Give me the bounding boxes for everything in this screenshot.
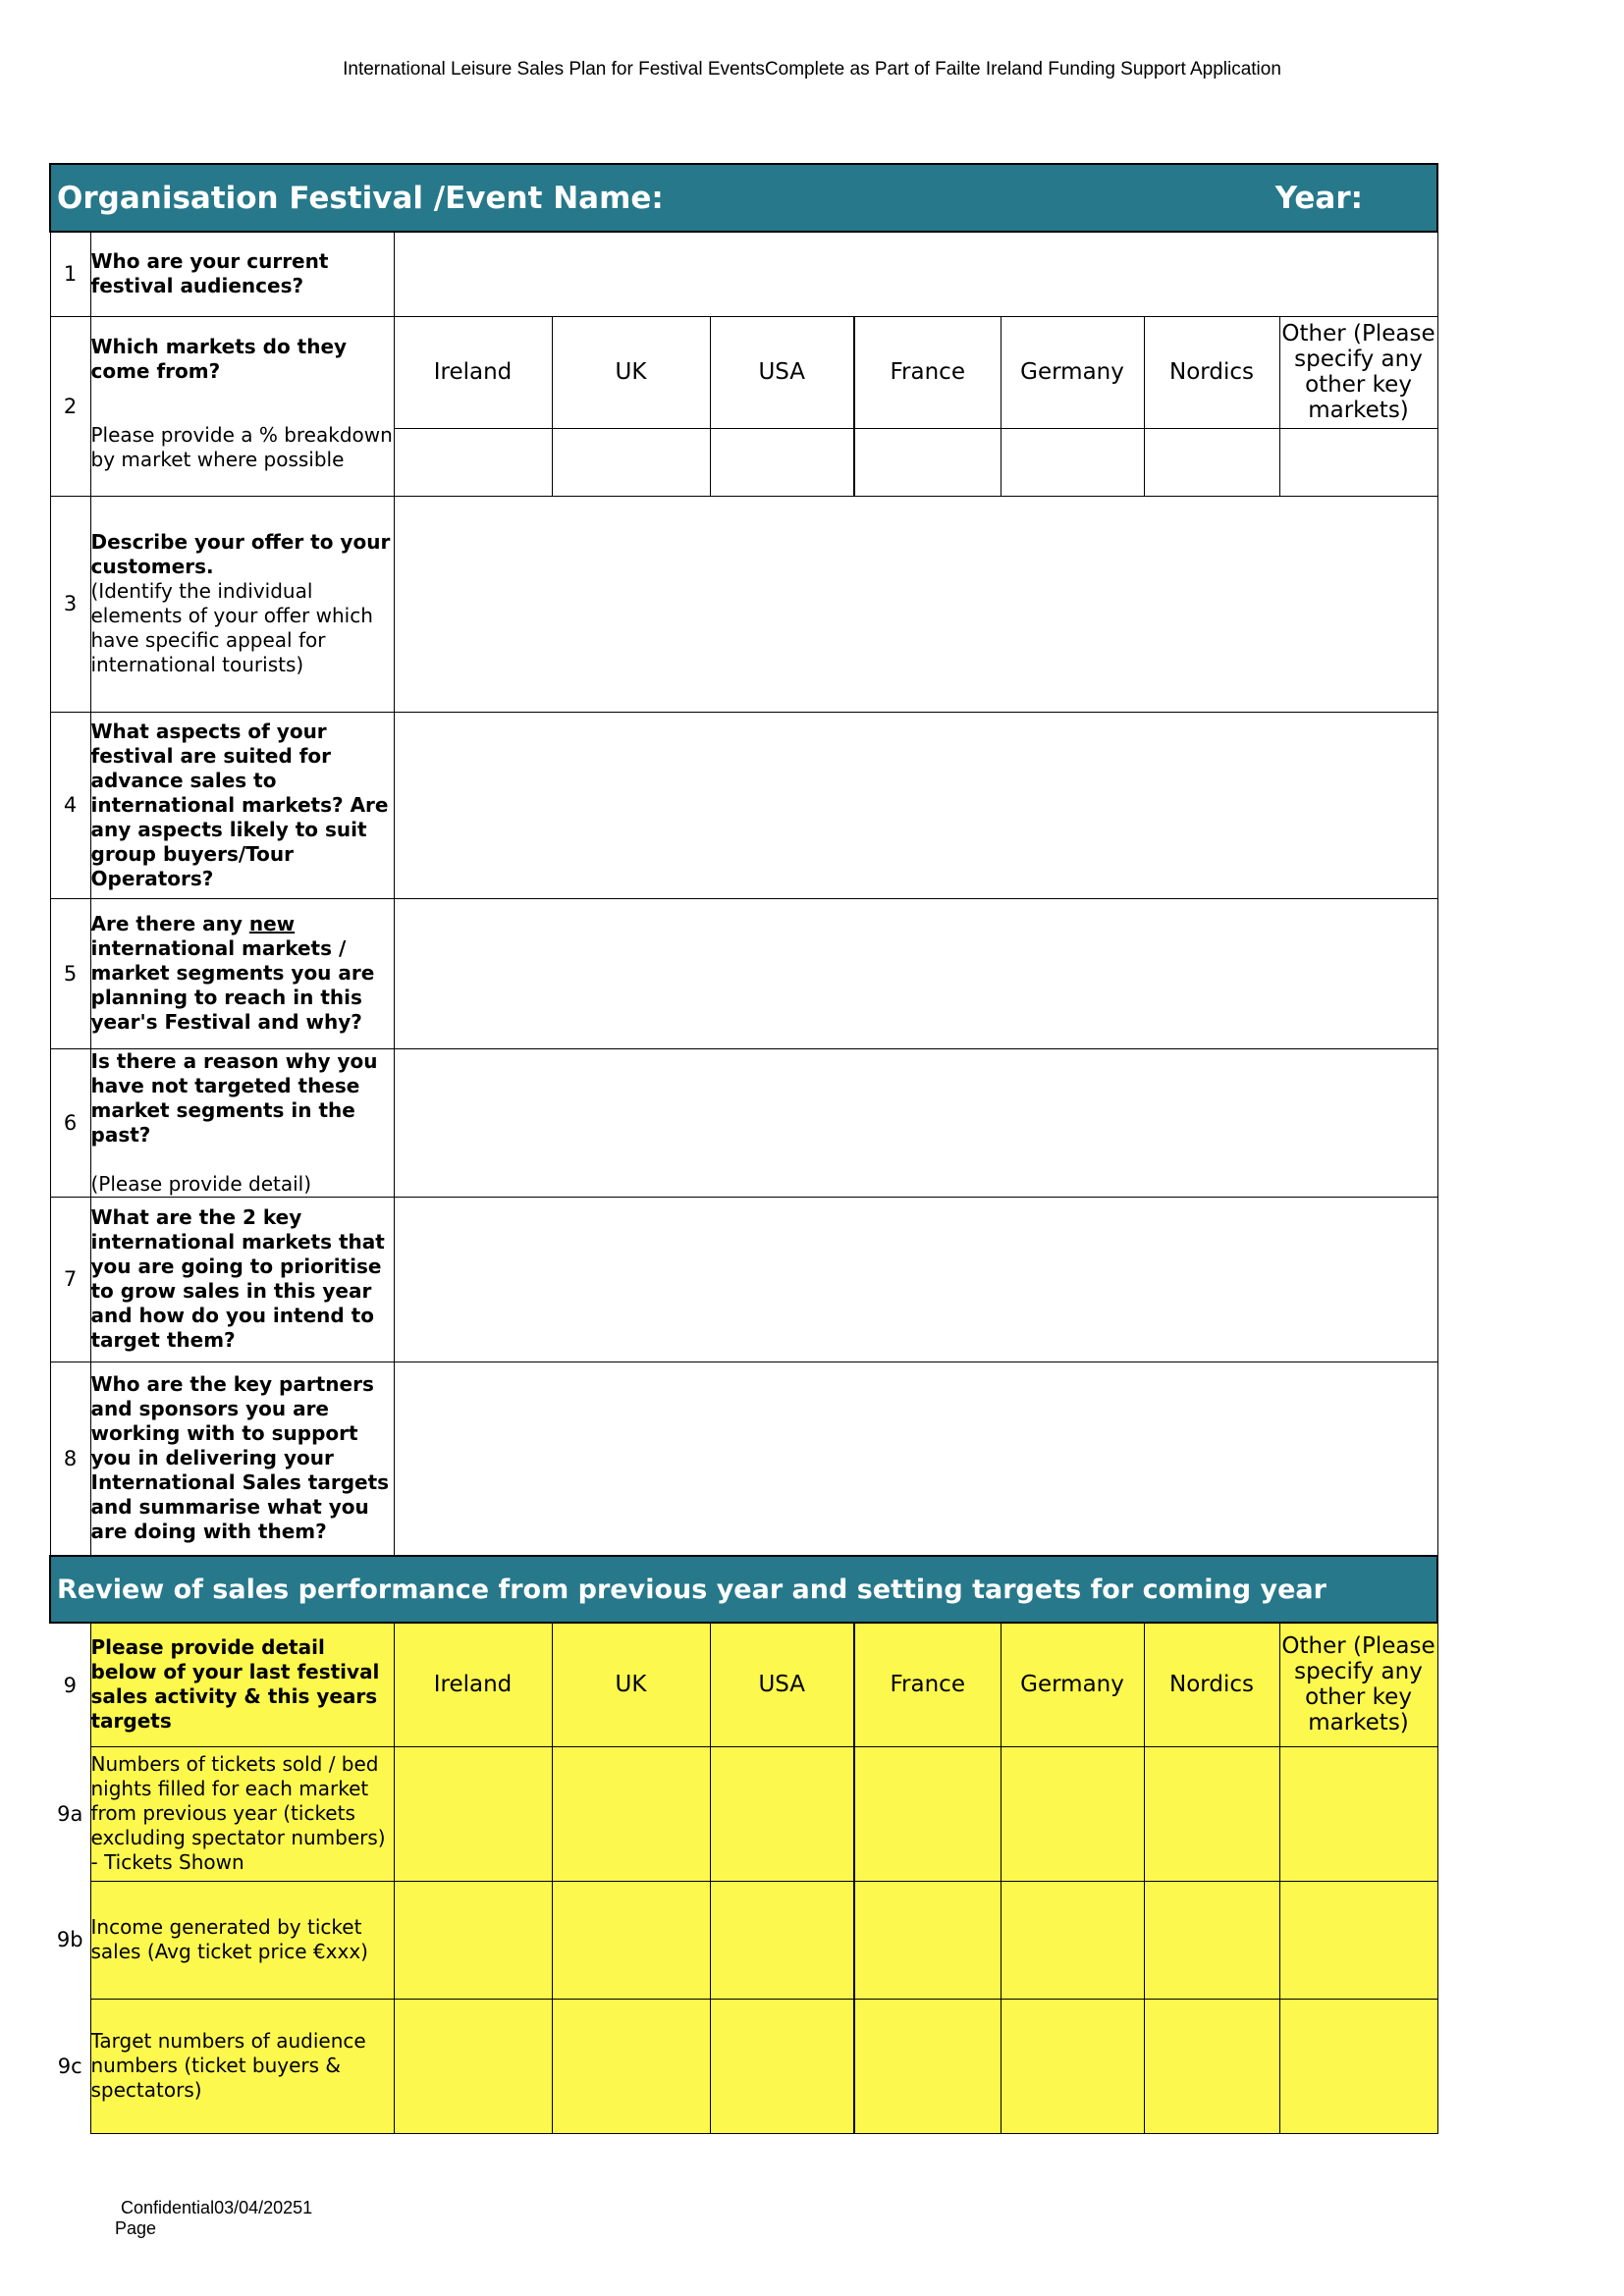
question-text: Describe your offer to your customers. (Identify the individual elements of your offer which have specific appeal for international tourists) — [90, 496, 394, 712]
footer-page: Page — [115, 2218, 157, 2238]
answer-field-3[interactable] — [394, 496, 1437, 712]
question-text: Are there any new international markets / market segments you are planning to reach in this year's Festival and why? — [90, 898, 394, 1048]
germany-percent-input[interactable] — [1001, 428, 1144, 496]
answer-field-6[interactable] — [394, 1048, 1437, 1197]
question-text: What aspects of your festival are suited for advance sales to international markets? Are any aspects likely to suit group buyers/Tour Operators? — [90, 712, 394, 898]
usa-income-input[interactable] — [710, 1881, 854, 1999]
document-header: International Leisure Sales Plan for Festival EventsComplete as Part of Failte Ireland Funding Support Application — [343, 59, 1281, 80]
france-tickets-input[interactable] — [854, 1746, 1001, 1881]
row-number: 6 — [50, 1048, 90, 1197]
row-number: 9c — [57, 2054, 82, 2078]
question-row-5 — [50, 898, 1437, 1048]
organisation-banner — [50, 164, 1437, 232]
usa-tickets-input[interactable] — [710, 1746, 854, 1881]
question-row-6 — [50, 1048, 1437, 1197]
usa-target-input[interactable] — [710, 1999, 854, 2133]
question-text: Which markets do they come from? Please provide a % breakdown by market where possible — [90, 316, 394, 496]
question-text: Please provide detail below of your last festival sales activity & this years targets — [90, 1623, 394, 1746]
france-percent-input[interactable] — [854, 428, 1001, 496]
usa-percent-input[interactable] — [710, 428, 854, 496]
market-germany: Germany — [1001, 316, 1144, 428]
ireland-percent-input[interactable] — [394, 428, 552, 496]
row-number: 8 — [50, 1362, 90, 1556]
market-nordics: Nordics — [1144, 1623, 1279, 1746]
question-text: What are the 2 key international markets that you are going to prioritise to grow sales in this year and how do you intend to target them? — [90, 1197, 394, 1362]
other-target-input[interactable] — [1279, 1999, 1437, 2133]
question-row-2 — [50, 316, 1437, 428]
row-number: 7 — [50, 1197, 90, 1362]
answer-field-8[interactable] — [394, 1362, 1437, 1556]
market-other: Other (Please specify any other key markets) — [1279, 316, 1437, 428]
market-ireland: Ireland — [394, 1623, 552, 1746]
row-number: 5 — [50, 898, 90, 1048]
germany-tickets-input[interactable] — [1001, 1746, 1144, 1881]
nordics-tickets-input[interactable] — [1144, 1746, 1279, 1881]
question-text: Is there a reason why you have not targeted these market segments in the past? (Please provide detail) — [90, 1048, 394, 1197]
review-banner — [50, 1556, 1437, 1623]
question-row-8 — [50, 1362, 1437, 1556]
sales-plan-form — [49, 163, 1438, 2134]
ireland-income-input[interactable] — [394, 1881, 552, 1999]
market-other: Other (Please specify any other key markets) — [1279, 1623, 1437, 1746]
question-row-4 — [50, 712, 1437, 898]
other-percent-input[interactable] — [1279, 428, 1437, 496]
review-title: Review of sales performance from previous year and setting targets for coming year — [50, 1556, 1437, 1623]
ireland-tickets-input[interactable] — [394, 1746, 552, 1881]
answer-field-7[interactable] — [394, 1197, 1437, 1362]
market-usa: USA — [710, 316, 854, 428]
row-number: 4 — [50, 712, 90, 898]
question-row-9c — [50, 1999, 1437, 2133]
row-number: 9a — [57, 1801, 83, 1826]
france-income-input[interactable] — [854, 1881, 1001, 1999]
other-income-input[interactable] — [1279, 1881, 1437, 1999]
answer-field-1[interactable] — [394, 232, 1437, 316]
row-number: 3 — [50, 496, 90, 712]
market-germany: Germany — [1001, 1623, 1144, 1746]
uk-target-input[interactable] — [552, 1999, 710, 2133]
market-usa: USA — [710, 1623, 854, 1746]
question-text: Who are the key partners and sponsors you are working with to support you in delivering your International Sales targets and summarise what you are doing with them? — [90, 1362, 394, 1556]
germany-income-input[interactable] — [1001, 1881, 1144, 1999]
question-row-1 — [50, 232, 1437, 316]
nordics-target-input[interactable] — [1144, 1999, 1279, 2133]
question-note: Please provide a % breakdown by market where possible — [90, 422, 393, 471]
question-text: Target numbers of audience numbers (ticket buyers & spectators) — [90, 1999, 394, 2133]
answer-field-5[interactable] — [394, 898, 1437, 1048]
uk-tickets-input[interactable] — [552, 1746, 710, 1881]
row-number: 1 — [50, 232, 90, 316]
france-target-input[interactable] — [854, 1999, 1001, 2133]
germany-target-input[interactable] — [1001, 1999, 1144, 2133]
question-note: (Please provide detail) — [90, 1171, 312, 1196]
uk-percent-input[interactable] — [552, 428, 710, 496]
answer-field-4[interactable] — [394, 712, 1437, 898]
uk-income-input[interactable] — [552, 1881, 710, 1999]
nordics-income-input[interactable] — [1144, 1881, 1279, 1999]
row-number: 2 — [50, 316, 90, 496]
ireland-target-input[interactable] — [394, 1999, 552, 2133]
row-number: 9b — [56, 1928, 83, 1951]
market-france: France — [854, 1623, 1001, 1746]
question-row-3 — [50, 496, 1437, 712]
other-tickets-input[interactable] — [1279, 1746, 1437, 1881]
question-row-9a — [50, 1746, 1437, 1881]
page-footer — [115, 2198, 312, 2239]
question-text: Income generated by ticket sales (Avg ticket price €xxx) — [90, 1881, 394, 1999]
question-note: (Identify the individual elements of your offer which have specific appeal for international tourists) — [90, 579, 373, 676]
year-label: Year: — [1274, 180, 1364, 216]
question-row-7 — [50, 1197, 1437, 1362]
nordics-percent-input[interactable] — [1144, 428, 1279, 496]
footer-confidential: Confidential03/04/20251 — [121, 2198, 313, 2217]
market-nordics: Nordics — [1144, 316, 1279, 428]
market-uk: UK — [552, 316, 710, 428]
question-row-9b — [50, 1881, 1437, 1999]
event-name-label: Organisation Festival /Event Name: — [57, 180, 664, 216]
market-uk: UK — [552, 1623, 710, 1746]
market-france: France — [854, 316, 1001, 428]
row-number: 9 — [63, 1673, 77, 1697]
question-row-9 — [50, 1623, 1437, 1746]
question-text: Numbers of tickets sold / bed nights filled for each market from previous year (tickets excluding spectator numbers) - Tickets Shown — [90, 1746, 394, 1881]
question-text: Who are your current festival audiences? — [90, 232, 394, 316]
market-ireland: Ireland — [394, 316, 552, 428]
